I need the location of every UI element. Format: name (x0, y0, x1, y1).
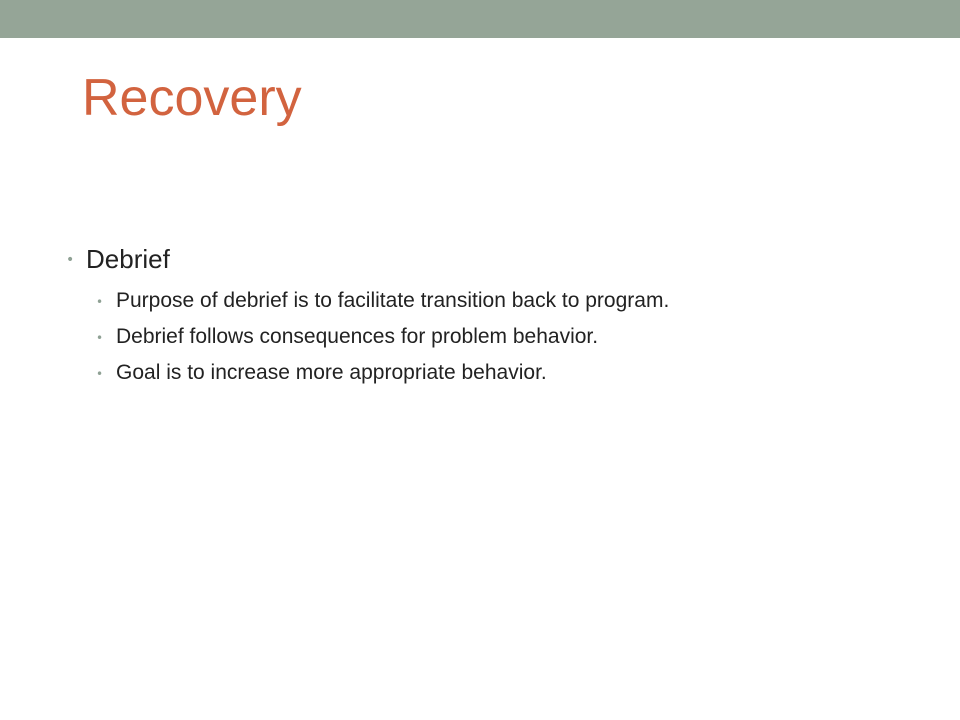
bullet-text: Debrief (86, 244, 170, 274)
sub-bullet-dot-icon: • (96, 367, 104, 381)
sub-bullet-dot-icon: • (96, 331, 104, 345)
slide-title: Recovery (82, 69, 302, 127)
bullet-item-debrief (66, 240, 926, 278)
sub-bullet-text: Purpose of debrief is to facilitate transition back to program. (116, 289, 670, 312)
sub-bullet-item-purpose (96, 283, 926, 319)
top-accent-band (0, 0, 960, 38)
bullet-dot-icon: • (66, 252, 75, 268)
sub-bullet-text: Debrief follows consequences for problem behavior. (116, 325, 599, 348)
sub-bullet-item-goal (96, 355, 926, 391)
sub-bullet-item-consequences (96, 319, 926, 355)
sub-bullet-dot-icon: • (96, 295, 104, 309)
slide-body (66, 240, 926, 391)
sub-bullet-text: Goal is to increase more appropriate behavior. (116, 361, 547, 384)
